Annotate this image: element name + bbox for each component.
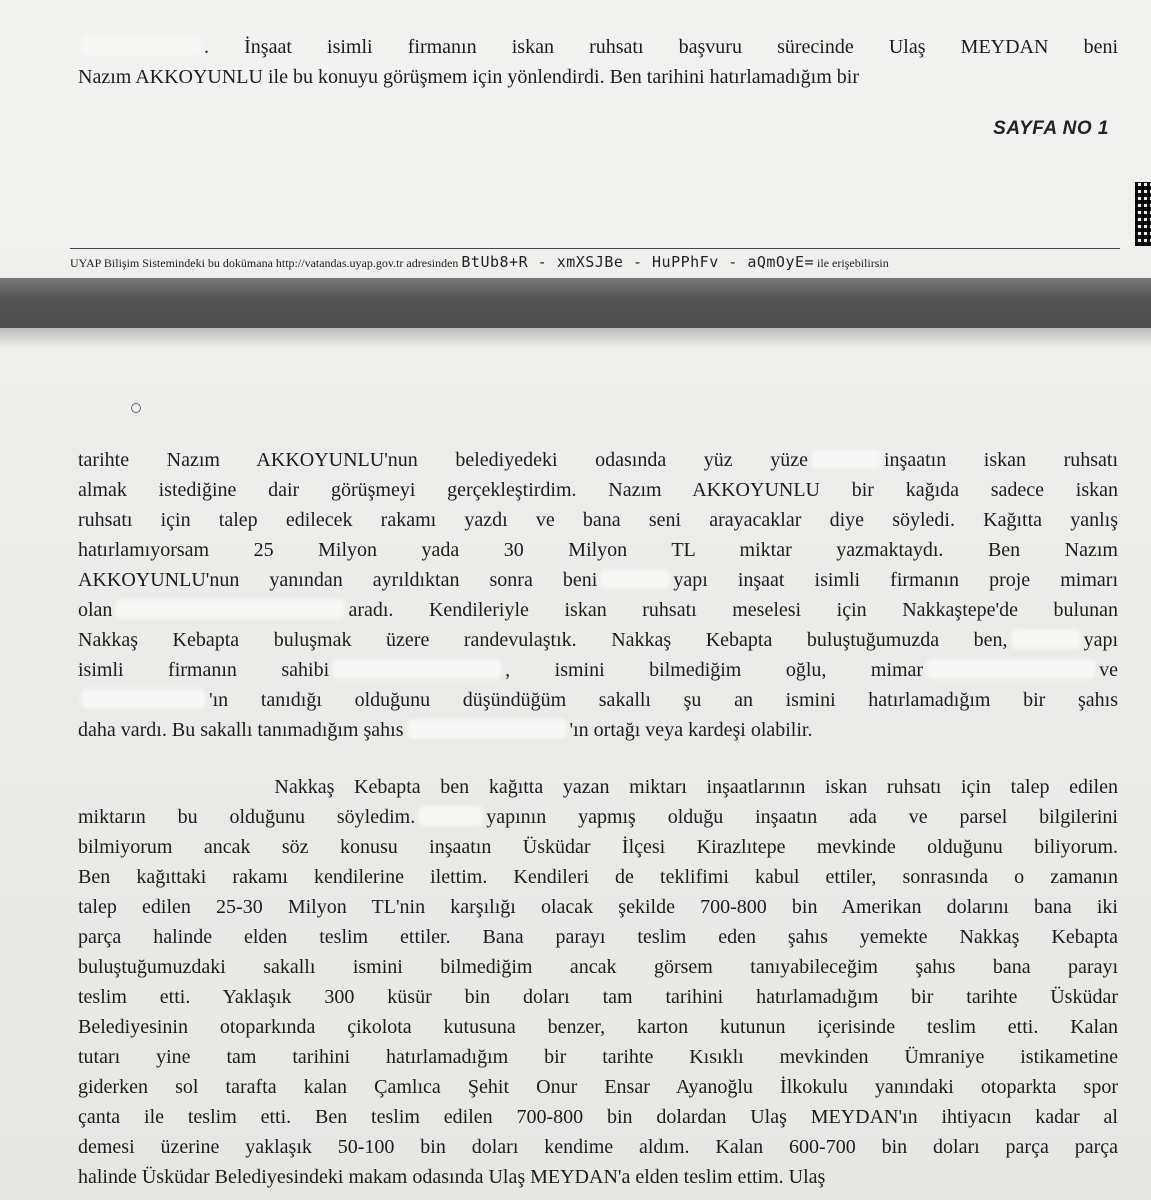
text-line [78, 892, 1118, 922]
text-segment: Nakkaş Kebapta ben kağıtta yazan miktarı inşaatlarının iskan ruhsatı için talep edilen [78, 776, 1118, 798]
text-line [78, 802, 1118, 832]
text-segment: Ben kağıttaki rakamı kendilerine ilettim. Kendileri de teklifimi kabul ettiler, sonrasında o zamanın [78, 866, 1118, 888]
text-segment: halinde Üsküdar Belediyesindeki makam odasında Ulaş MEYDAN'a elden teslim ettim. Ulaş [78, 1166, 826, 1188]
footer-suffix: ile erişebilirsin [817, 256, 889, 270]
text-segment: 'ın ortağı veya kardeşi olabilir. [569, 719, 813, 741]
text-line [78, 535, 1118, 565]
text-segment: daha vardı. Bu sakallı tanımadığım şahıs [78, 719, 404, 741]
text-segment: yapının yapmış olduğu inşaatın ada ve parsel bilgilerini [486, 806, 1118, 828]
redaction-mark [926, 659, 1096, 679]
text-segment: tarihte Nazım AKKOYUNLU'nun belediyedeki odasında yüz yüze [78, 449, 808, 471]
text-segment: ve [1099, 659, 1118, 681]
text-segment: miktarın bu olduğunu söyledim. [78, 806, 416, 828]
text-line [78, 595, 1118, 625]
text-line [78, 445, 1118, 475]
text-line [78, 1102, 1118, 1132]
text-line [78, 625, 1118, 655]
text-line [78, 982, 1118, 1012]
page-number: SAYFA NO 1 [993, 118, 1109, 139]
text-line [78, 565, 1118, 595]
text-segment: demesi üzerine yaklaşık 50-100 bin doları kendime aldım. Kalan 600-700 bin doları parça parça [78, 1136, 1118, 1158]
text-line [78, 62, 1118, 92]
text-segment: giderken sol tarafta kalan Çamlıca Şehit Onur Ensar Ayanoğlu İlkokulu yanındaki otoparkta spor [78, 1076, 1118, 1098]
text-line [78, 32, 1118, 62]
text-segment: almak istediğine dair görüşmeyi gerçekleştirdim. Nazım AKKOYUNLU bir kağıda sadece iskan [78, 479, 1118, 501]
text-line [78, 685, 1118, 715]
text-segment: Nakkaş Kebapta buluşmak üzere randevulaştık. Nakkaş Kebapta buluştuğumuzda ben, [78, 629, 1008, 651]
text-line [78, 922, 1118, 952]
text-line [78, 952, 1118, 982]
paragraph-1 [78, 445, 1118, 745]
scan-shadow-band [0, 278, 1151, 328]
text-segment: çanta ile teslim etti. Ben teslim edilen 700-800 bin dolardan Ulaş MEYDAN'ın ihtiyacın kadar al [78, 1106, 1118, 1128]
redaction-mark [407, 719, 567, 739]
footer-access-code: BtUb8+R - xmXSJBe - HuPPhFv - aQmOyE= [461, 253, 815, 271]
text-segment: isimli firmanın sahibi [78, 659, 330, 681]
top-paragraph [78, 32, 1118, 92]
text-segment: yapı inşaat isimli firmanın proje mimarı [673, 569, 1118, 591]
footer-prefix: UYAP Bilişim Sistemindeki bu dokümana http://vatandas.uyap.gov.tr adresinden [70, 256, 459, 270]
text-segment: Nazım AKKOYUNLU ile bu konuyu görüşmem için yönlendirdi. Ben tarihini hatırlamadığım bir [78, 66, 859, 88]
text-segment: teslim etti. Yaklaşık 300 küsür bin doları tam tarihini hatırlamadığım bir tarihte Üsküdar [78, 986, 1118, 1008]
redaction-mark [600, 569, 670, 589]
text-line [78, 772, 1118, 802]
uyap-footer [70, 248, 1120, 271]
text-segment: AKKOYUNLU'nun yanından ayrıldıktan sonra beni [78, 569, 598, 591]
text-segment: 'ın tanıdığı olduğunu düşündüğüm sakallı şu an ismini hatırlamadığım bir şahıs [209, 689, 1118, 711]
text-line [78, 505, 1118, 535]
redaction-mark [81, 36, 201, 56]
text-segment: yapı [1083, 629, 1118, 651]
text-segment: buluştuğumuzdaki sakallı ismini bilmediğim ancak görsem tanıyabileceğim şahıs bana parayı [78, 956, 1118, 978]
redaction-mark [418, 806, 483, 826]
text-line [78, 1072, 1118, 1102]
text-line [78, 1042, 1118, 1072]
redaction-mark [81, 689, 206, 709]
text-segment: inşaatın iskan ruhsatı [884, 449, 1118, 471]
text-line [78, 1012, 1118, 1042]
text-segment: . İnşaat isimli firmanın iskan ruhsatı başvuru sürecinde Ulaş MEYDAN beni [204, 36, 1118, 58]
text-line [78, 1162, 1118, 1192]
text-segment: , ismini bilmediğim oğlu, mimar [505, 659, 924, 681]
redaction-mark [1011, 629, 1081, 649]
redaction-mark [811, 449, 881, 469]
text-line [78, 715, 1118, 745]
text-segment: bilmiyorum ancak söz konusu inşaatın Üsküdar İlçesi Kirazlıtepe mevkinde olduğunu biliyorum. [78, 836, 1118, 858]
text-line [78, 655, 1118, 685]
paragraph-2 [78, 772, 1118, 1192]
text-segment: tutarı yine tam tarihini hatırlamadığım bir tarihte Kısıklı mevkinden Ümraniye istikametine [78, 1046, 1118, 1068]
text-segment: talep edilen 25-30 Milyon TL'nin karşılığı olacak şekilde 700-800 bin Amerikan dolarını bana iki [78, 896, 1118, 918]
text-segment: aradı. Kendileriyle iskan ruhsatı meselesi için Nakkaştepe'de bulunan [348, 599, 1118, 621]
dot-mark-icon [131, 403, 141, 413]
text-line [78, 832, 1118, 862]
text-segment: olan [78, 599, 113, 621]
text-segment: hatırlamıyorsam 25 Milyon yada 30 Milyon TL miktar yazmaktaydı. Ben Nazım [78, 539, 1118, 561]
text-line [78, 1132, 1118, 1162]
scan-shadow-edge [0, 326, 1151, 348]
text-line [78, 862, 1118, 892]
text-segment: parça halinde elden teslim ettiler. Bana parayı teslim eden şahıs yemekte Nakkaş Kebapta [78, 926, 1118, 948]
redaction-mark [332, 659, 502, 679]
text-line [78, 475, 1118, 505]
text-segment: ruhsatı için talep edilecek rakamı yazdı ve bana seni arayacaklar diye söyledi. Kağıtta yanlış [78, 509, 1118, 531]
redaction-mark [115, 599, 345, 619]
text-segment: Belediyesinin otoparkında çikolota kutusuna benzer, karton kutunun içerisinde teslim etti. Kalan [78, 1016, 1118, 1038]
qr-code-icon [1135, 182, 1151, 246]
